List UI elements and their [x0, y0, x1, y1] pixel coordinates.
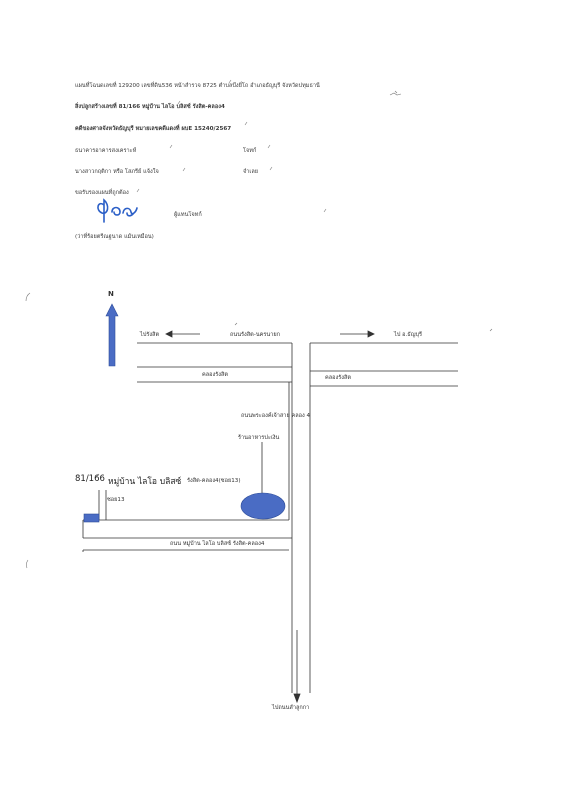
label-village: หมู่บ้าน ไลโอ บลิสซ์ — [108, 477, 182, 487]
label-side-road: ถนนพระองค์เจ้าสาย คลอง 4 — [241, 413, 311, 419]
label-village-road: ถนน หมู่บ้าน ไลโอ บลิสซ์ รังสิต-คลอง4 — [170, 541, 265, 547]
header-title-deed: แผนที่โฉนดเลขที่ 129200 เลขที่ดิน536 หน้าสำรวจ 8725 ตำบลบึงยี่โถ อำเภอธัญบุรี จังหวัดปทุมธานี — [75, 83, 320, 89]
arrow-left-icon — [166, 331, 172, 337]
defendant-role: จำเลย — [243, 169, 259, 175]
plaintiff-role: โจทก์ — [243, 148, 257, 154]
arrow-right-icon — [368, 331, 374, 337]
label-village-suffix: รังสิต-คลอง4(ซอย13) — [187, 478, 241, 484]
label-to-lukka: ไปถนนลำลูกกา — [272, 705, 310, 711]
signature-scribble — [98, 200, 137, 222]
label-main-road: ถนนรังสิต-นครนายก — [230, 332, 281, 338]
header-case: คดีของศาลจังหวัดธัญบุรี หมายเลขคดีแดงที่ ผบE 15240/2567 — [75, 126, 232, 132]
label-canal-right: คลองรังสิต — [325, 375, 352, 381]
restaurant-marker-icon — [241, 493, 285, 519]
label-restaurant: ร้านอาหารปะเงิน — [238, 435, 280, 441]
label-to-thanyaburi: ไป อ.ธัญบุรี — [394, 332, 423, 338]
defendant-name: นางสาวกฤติกา หรือ โสภรีย์ แจ้งใจ — [75, 169, 159, 175]
certify-text: ขอรับรองแผนที่ถูกต้อง — [75, 190, 129, 196]
north-label: N — [108, 290, 114, 298]
label-to-rangsit: ไปรังสิต — [140, 332, 160, 338]
plaintiff-name: ธนาคารอาคารสงเคราะห์ — [75, 148, 137, 154]
header-building: สิ่งปลูกสร้างเลขที่ 81/166 หมู่บ้าน ไลโอ บลิสซ์ รังสิต-คลอง4 — [75, 104, 225, 110]
north-arrow-icon — [106, 304, 118, 366]
signer-name: (ว่าที่ร้อยตรีณฐนาด แม้นเหมือน) — [75, 234, 154, 240]
label-soi: ซอย13 — [107, 497, 125, 503]
arrow-down-icon — [294, 694, 300, 702]
label-canal-left: คลองรังสิต — [202, 372, 229, 378]
property-marker-icon — [84, 514, 99, 522]
label-property-number: 81/166 — [75, 474, 105, 484]
signer-role: ผู้แทนโจทก์ — [174, 212, 202, 218]
